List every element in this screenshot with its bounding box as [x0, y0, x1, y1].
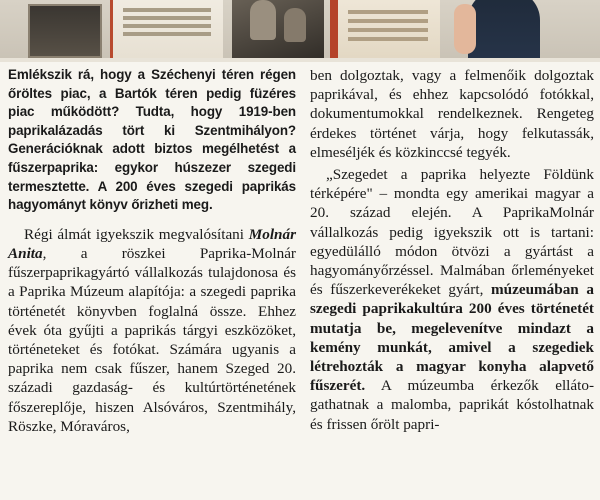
article-column-right	[310, 66, 594, 434]
article-lead: Emlékszik rá, hogy a Széchenyi téren régen őröltes piac, a Bartók téren pedig füzéres piac működött? Tudta, hogy 1919-ben paprikalázadás tört ki Szentmihályon? Generációknak adott biztos megélhetést a fűszerpaprika: egykor húszezer szegedi termesztette. A 200 éves szegedi paprikás hagyományt könyv őrizheti meg.	[8, 67, 296, 213]
article-paragraph: ben dolgoztak, vagy a felmenőik dolgoztak paprikával, és ehhez kapcsolódó fotókkal, dokumentumokkal rendelkeznek. Rengeteg érdekes történet várja, hogy felkutassák, elmeséljék és közkinccsé tegyék.	[310, 67, 594, 161]
article-column-left	[8, 66, 296, 436]
article-body	[0, 62, 600, 500]
article-paragraph: „Szegedet a paprika helyezte Földünk térképére" – mondta egy amerikai magyar a 20. század elején. A PaprikaMolnár vállalkozás pedig igyekszik ott is tartani: egyedülálló módon ötvözi a gyártást a hagyományőrzéssel. Malmában őrleményeket és fűszerkeverékeket gyárt, múzeumában a szegedi paprikakultúra 200 éves történetét mutatja be, megelevenítve mindazt a kemény munkát, amivel a szegediek létrehozták a magyar konyha alapvető fűszerét. A múzeumba érkezők ellátogathatnak a malomba, paprikát kóstolhatnak és frissen őrölt papri-	[310, 166, 594, 433]
photo-exhibit-panel	[110, 0, 223, 62]
photo-exhibit-panel	[28, 4, 102, 58]
author-name: Molnár Anita	[8, 225, 296, 262]
photo-exhibit-panel	[232, 0, 324, 62]
article-photo	[0, 0, 600, 62]
article-paragraph: Régi álmát igyekszik megvalósítani Molnár Anita, a röszkei Paprika-Molnár fűszerpaprikagyártó vállalkozás tulajdonosa és a Paprika Múzeum alapítója: a szegedi paprika történetét könyvben foglalná össze. Ehhez évek óta gyűjti a paprikás tárgyi eszközöket, történeteket és fotókat. Számára ugyanis a paprika nem csak fűszer, hanem Szeged 20. századi gazdaság- és kultúrtörténetének főszereplője, hiszen Alsóváros, Szentmihály, Röszke, Móraváros,	[8, 225, 296, 435]
photo-person	[468, 0, 540, 62]
article-highlight: múzeumában a szegedi paprikakultúra 200 éves történetét mutatja be, megelevenítve mindazt a kemény munkát, amivel a szegediek létrehozták a magyar konyha alapvető fűszerét.	[310, 281, 594, 395]
photo-exhibit-panel	[330, 0, 440, 62]
